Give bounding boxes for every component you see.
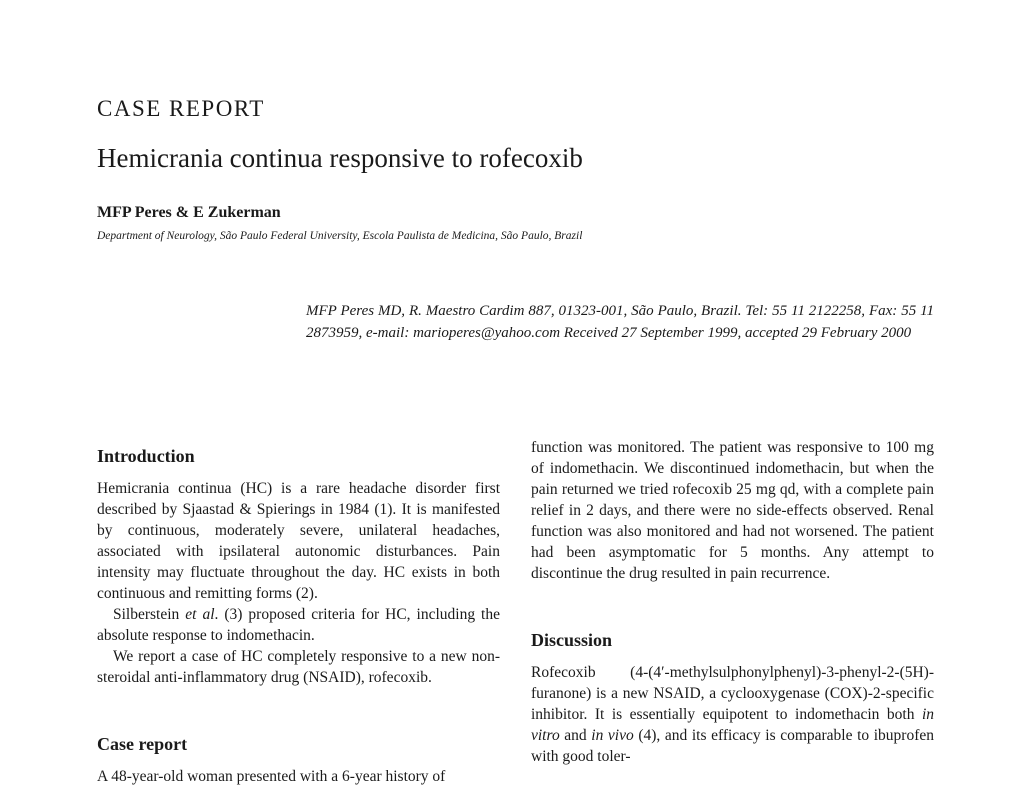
intro-paragraph-3: We report a case of HC completely responsive to a new non-steroidal anti-inflammatory drug (NSAID), rofecoxib. [97, 648, 500, 686]
article-type-label: CASE REPORT [97, 96, 265, 121]
intro-p2-emphasis: et al [185, 606, 215, 623]
discussion-paragraph-1 [531, 662, 934, 767]
right-column [531, 437, 934, 767]
disc-emphasis-1: in vitro [531, 706, 934, 744]
disc-emphasis-2: in vivo [591, 727, 634, 744]
case-report-heading: Case report [97, 734, 188, 754]
correspondence-block: MFP Peres MD, R. Maestro Cardim 887, 01323-001, São Paulo, Brazil. Tel: 55 11 2122258, Fax: 55 11 2873959, e-mail: marioperes@yahoo.com Received 27 September 1999, accepted 29 February 2000 [306, 303, 934, 341]
author-line: MFP Peres & E Zukerman [97, 204, 281, 221]
case-continued-paragraph: function was monitored. The patient was responsive to 100 mg of indomethacin. We discontinued indomethacin, but when the pain returned we tried rofecoxib 25 mg qd, with a complete pain relief in 2 days, and there were no side-effects observed. Renal function was also monitored and had not worsened. The patient had been asymptomatic for 5 months. Any attempt to discontinue the drug resulted in pain recurrence. [531, 439, 934, 582]
article-title: Hemicrania continua responsive to rofecoxib [97, 143, 583, 173]
case-paragraph-1: A 48-year-old woman presented with a 6-year history of [97, 768, 446, 785]
disc-text-b: (4), and its efficacy is comparable to ibuprofen with good toler- [531, 727, 934, 765]
left-column [97, 444, 500, 787]
affiliation-line: Department of Neurology, São Paulo Federal University, Escola Paulista de Medicina, São Paulo, Brazil [97, 230, 583, 242]
intro-paragraph-1: Hemicrania continua (HC) is a rare headache disorder first described by Sjaastad & Spierings in 1984 (1). It is manifested by continuous, moderately severe, unilateral headaches, associated with ipsilateral autonomic disturbances. Pain intensity may fluctuate throughout the day. HC exists in both continuous and remitting forms (2). [97, 480, 500, 602]
disc-text-a: Rofecoxib (4-(4′-methylsulphonylphenyl)-3-phenyl-2-(5H)-furanone) is a new NSAID, a cyclooxygenase (COX)-2-specific inhibitor. It is essentially equipotent to indomethacin both [531, 664, 934, 723]
disc-text-mid: and [559, 727, 592, 744]
intro-p2-text-a: Silberstein [113, 606, 186, 623]
intro-paragraph-2 [97, 604, 500, 646]
discussion-heading: Discussion [531, 630, 613, 650]
introduction-heading: Introduction [97, 446, 195, 466]
intro-p2-text-b: . (3) proposed criteria for HC, including the absolute response to indomethacin. [97, 606, 500, 644]
